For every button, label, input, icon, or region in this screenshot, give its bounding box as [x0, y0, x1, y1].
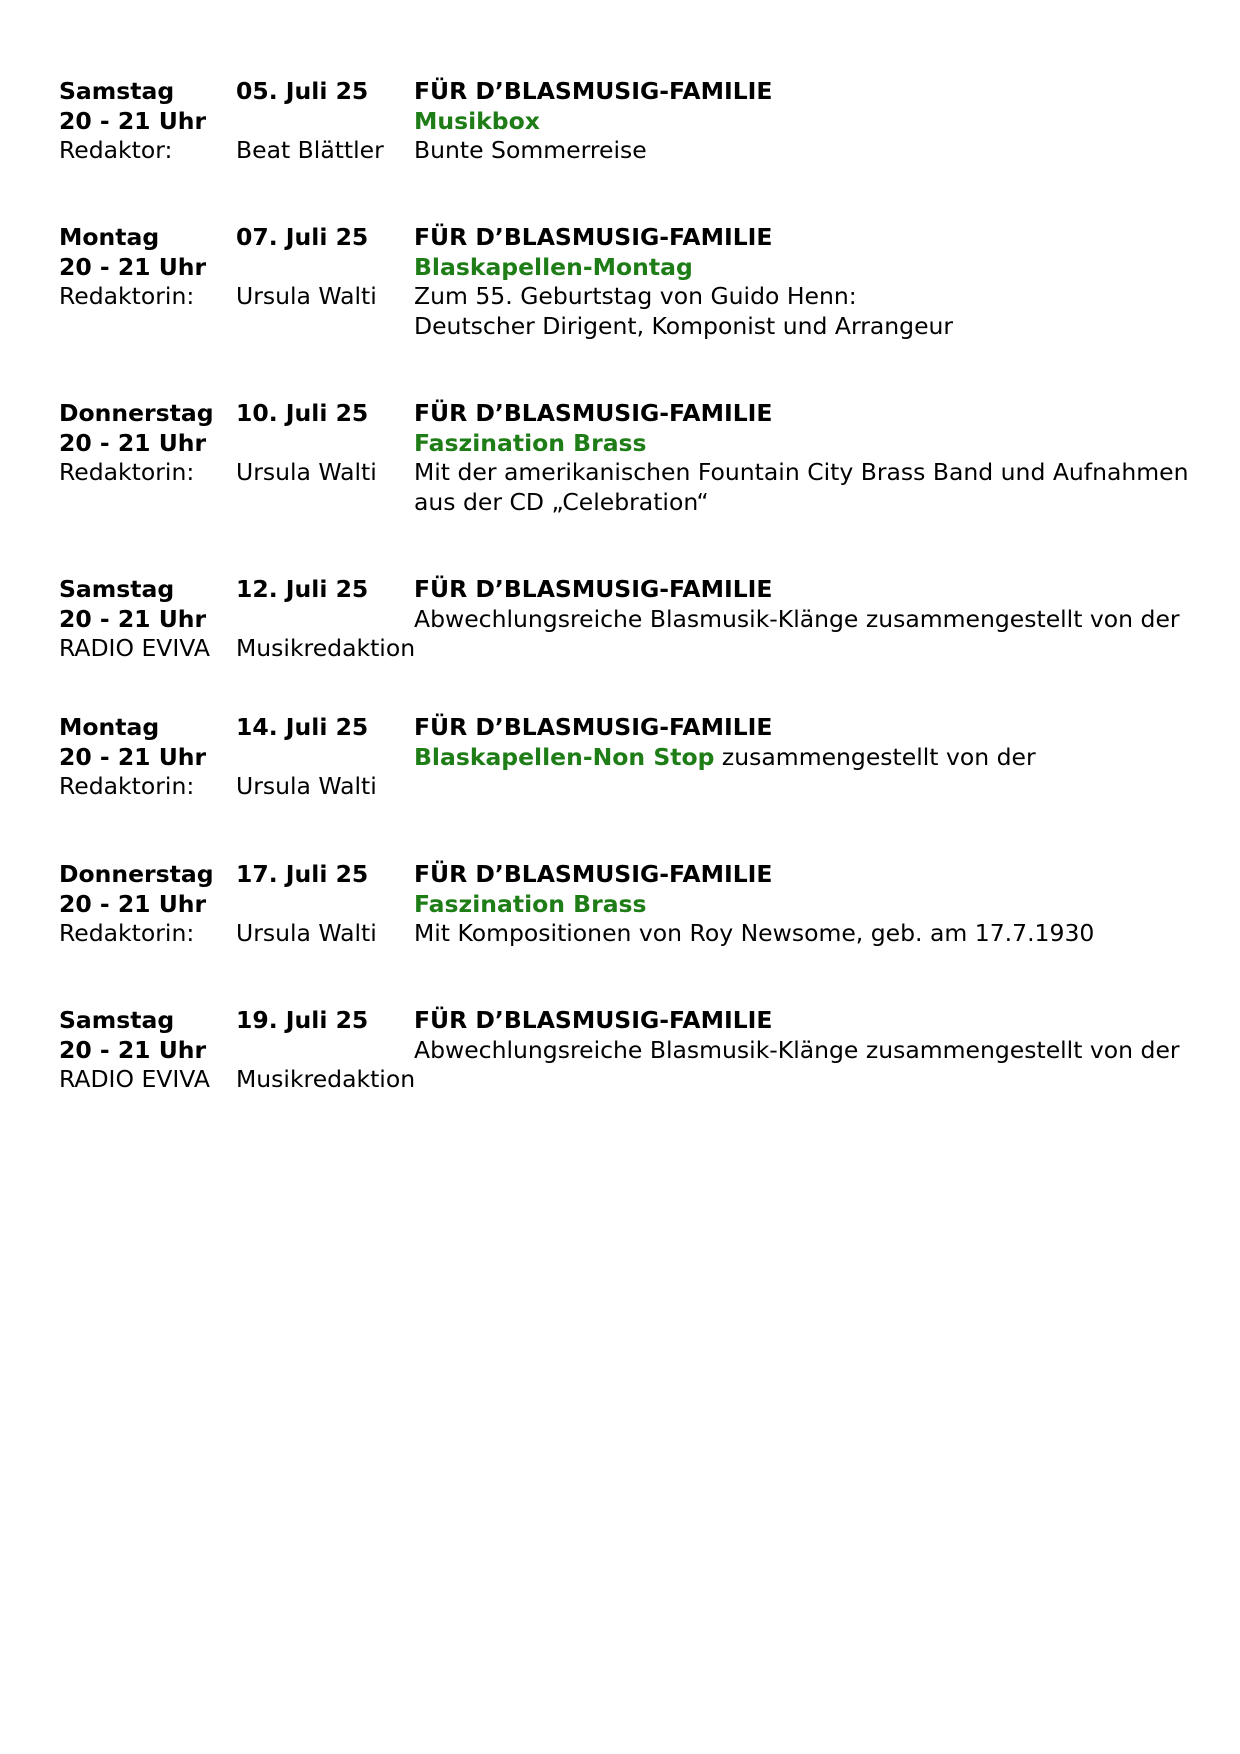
entry-role: Redaktorin:: [59, 772, 195, 800]
entry-description: Mit Kompositionen von Roy Newsome, geb. am 17.7.1930: [414, 919, 1095, 947]
entry-program: FÜR D’BLASMUSIG-FAMILIE: [414, 223, 773, 251]
entry-person: Ursula Walti: [236, 458, 377, 486]
entry-date: 12. Juli 25: [236, 575, 369, 603]
entry-time: 20 - 21 Uhr: [59, 252, 207, 281]
entry-date: 05. Juli 25: [236, 77, 369, 105]
schedule-entry: [59, 1006, 1179, 1095]
schedule-entry: [59, 713, 1179, 802]
entry-day: Donnerstag: [59, 860, 214, 888]
entry-day: Donnerstag: [59, 399, 214, 427]
entry-time: 20 - 21 Uhr: [59, 106, 207, 135]
schedule-entry: [59, 575, 1179, 664]
entry-date: 19. Juli 25: [236, 1006, 369, 1034]
entry-role: Redaktorin:: [59, 282, 195, 310]
schedule-entry: [59, 223, 1179, 341]
entry-role: RADIO EVIVA: [59, 634, 210, 662]
entry-role: RADIO EVIVA: [59, 1065, 210, 1093]
entry-date: 07. Juli 25: [236, 223, 369, 251]
entry-date: 17. Juli 25: [236, 860, 369, 888]
entry-day: Samstag: [59, 575, 175, 603]
entry-program: FÜR D’BLASMUSIG-FAMILIE: [414, 713, 773, 741]
entry-time: 20 - 21 Uhr: [59, 742, 207, 771]
entry-time: 20 - 21 Uhr: [59, 889, 207, 918]
entry-description: Bunte Sommerreise: [414, 136, 647, 164]
entry-program: FÜR D’BLASMUSIG-FAMILIE: [414, 860, 773, 888]
entry-description: Mit der amerikanischen Fountain City Brass Band und Aufnahmen: [414, 458, 1189, 486]
entry-day: Montag: [59, 223, 160, 251]
entry-day: Montag: [59, 713, 160, 741]
entry-program: FÜR D’BLASMUSIG-FAMILIE: [414, 77, 773, 105]
schedule-entry: [59, 77, 1179, 166]
entry-subtitle: Blaskapellen-Non Stop: [414, 742, 715, 771]
entry-time: 20 - 21 Uhr: [59, 1035, 207, 1064]
entry-subtitle: Faszination Brass: [414, 889, 647, 918]
entry-person: Musikredaktion: [236, 634, 416, 662]
entry-subtitle: Musikbox: [414, 106, 540, 135]
schedule-entry: [59, 860, 1179, 949]
entry-role: Redaktorin:: [59, 458, 195, 486]
entry-person: Ursula Walti: [236, 772, 377, 800]
entry-person: Ursula Walti: [236, 282, 377, 310]
entry-day: Samstag: [59, 77, 175, 105]
entry-day: Samstag: [59, 1006, 175, 1034]
entry-date: 10. Juli 25: [236, 399, 369, 427]
entry-subtitle: Blaskapellen-Montag: [414, 252, 693, 281]
entry-person: Musikredaktion: [236, 1065, 416, 1093]
entry-time: 20 - 21 Uhr: [59, 604, 207, 633]
entry-description-line2: aus der CD „Celebration“: [414, 487, 709, 516]
entry-program: FÜR D’BLASMUSIG-FAMILIE: [414, 1006, 773, 1034]
entry-date: 14. Juli 25: [236, 713, 369, 741]
entry-program: FÜR D’BLASMUSIG-FAMILIE: [414, 399, 773, 427]
entry-description: Zum 55. Geburtstag von Guido Henn:: [414, 282, 857, 310]
entry-subtitle-line: [414, 743, 1036, 773]
entry-subtitle-suffix: zusammengestellt von der: [714, 742, 1036, 771]
entry-description: Abwechlungsreiche Blasmusik-Klänge zusammengestellt von der: [414, 604, 1180, 633]
entry-description-line2: Deutscher Dirigent, Komponist und Arrangeur: [414, 311, 954, 340]
entry-person: Beat Blättler: [236, 136, 384, 164]
entry-subtitle: Faszination Brass: [414, 428, 647, 457]
entry-role: Redaktorin:: [59, 919, 195, 947]
entry-person: Ursula Walti: [236, 919, 377, 947]
entry-time: 20 - 21 Uhr: [59, 428, 207, 457]
entry-description: Abwechlungsreiche Blasmusik-Klänge zusammengestellt von der: [414, 1035, 1180, 1064]
entry-role: Redaktor:: [59, 136, 173, 164]
entry-program: FÜR D’BLASMUSIG-FAMILIE: [414, 575, 773, 603]
schedule-entry: [59, 399, 1189, 517]
